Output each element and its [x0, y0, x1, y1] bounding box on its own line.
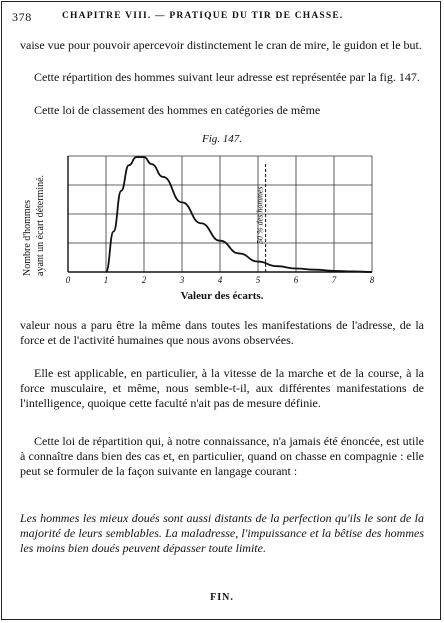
page-number: 378 [12, 10, 32, 24]
x-tick-labels [66, 275, 375, 285]
paragraph-applicable: Elle est applicable, en particulier, à la vitesse de la marche et de la course, à la force musculaire, et même, nous semble-t-il, aux différentes manifestations de l'intelligence, quoique cette faculté n'ait pas de mesure définie. [20, 366, 424, 410]
paragraph-repartition: Cette répartition des hommes suivant leur adresse est représentée par la fig. 147. [34, 70, 420, 84]
x-tick-label: 2 [141, 275, 147, 285]
y-axis-label [22, 156, 58, 276]
end-marker: FIN. [210, 592, 234, 603]
x-tick-label: 6 [293, 275, 299, 285]
y-axis-label-line1: Nombre d'hommes [22, 200, 33, 276]
fifty-percent-annotation: 50 % des hommes [255, 186, 265, 244]
paragraph-valeur: valeur nous a paru être la même dans toutes les manifestations de l'adresse, de la force et de l'activité humaines que nous avons observées. [20, 318, 424, 347]
x-tick-label: 3 [179, 275, 185, 285]
paragraph-italic-maxim: Les hommes les mieux doués sont aussi distants de la perfection qu'ils le sont de la majorité de leurs semblables. La maladresse, l'impuissance et la bêtise des hommes les moins bien doués peuvent dépasser toute limite. [20, 511, 424, 555]
x-tick-label: 8 [369, 275, 375, 285]
y-axis-label-line2: ayant un écart déterminé. [35, 174, 46, 276]
distribution-curve [106, 157, 372, 272]
figure-caption: Fig. 147. [201, 133, 243, 145]
x-tick-label: 1 [103, 275, 109, 285]
running-title: CHAPITRE VIII. — PRATIQUE DU TIR DE CHASSE. [62, 11, 344, 21]
chart-grid [68, 156, 372, 272]
running-header [12, 10, 432, 26]
x-tick-label: 0 [65, 275, 71, 285]
paragraph-top: vaise vue pour pouvoir apercevoir distinctement le cran de mire, le guidon et le but. [20, 38, 422, 52]
x-tick-label: 5 [255, 275, 261, 285]
paragraph-enoncee: Cette loi de répartition qui, à notre connaissance, n'a jamais été énoncée, est utile à connaître dans bien des cas et, en particulier, quand on chasse en compagnie : elle peut se formuler de la façon suivante en langage courant : [20, 434, 424, 478]
x-tick-label: 4 [217, 275, 223, 285]
x-axis-label: Valeur des écarts. [180, 290, 264, 302]
x-tick-label: 7 [331, 275, 337, 285]
paragraph-loi: Cette loi de classement des hommes en catégories de même [34, 103, 321, 117]
distribution-chart [60, 150, 380, 286]
